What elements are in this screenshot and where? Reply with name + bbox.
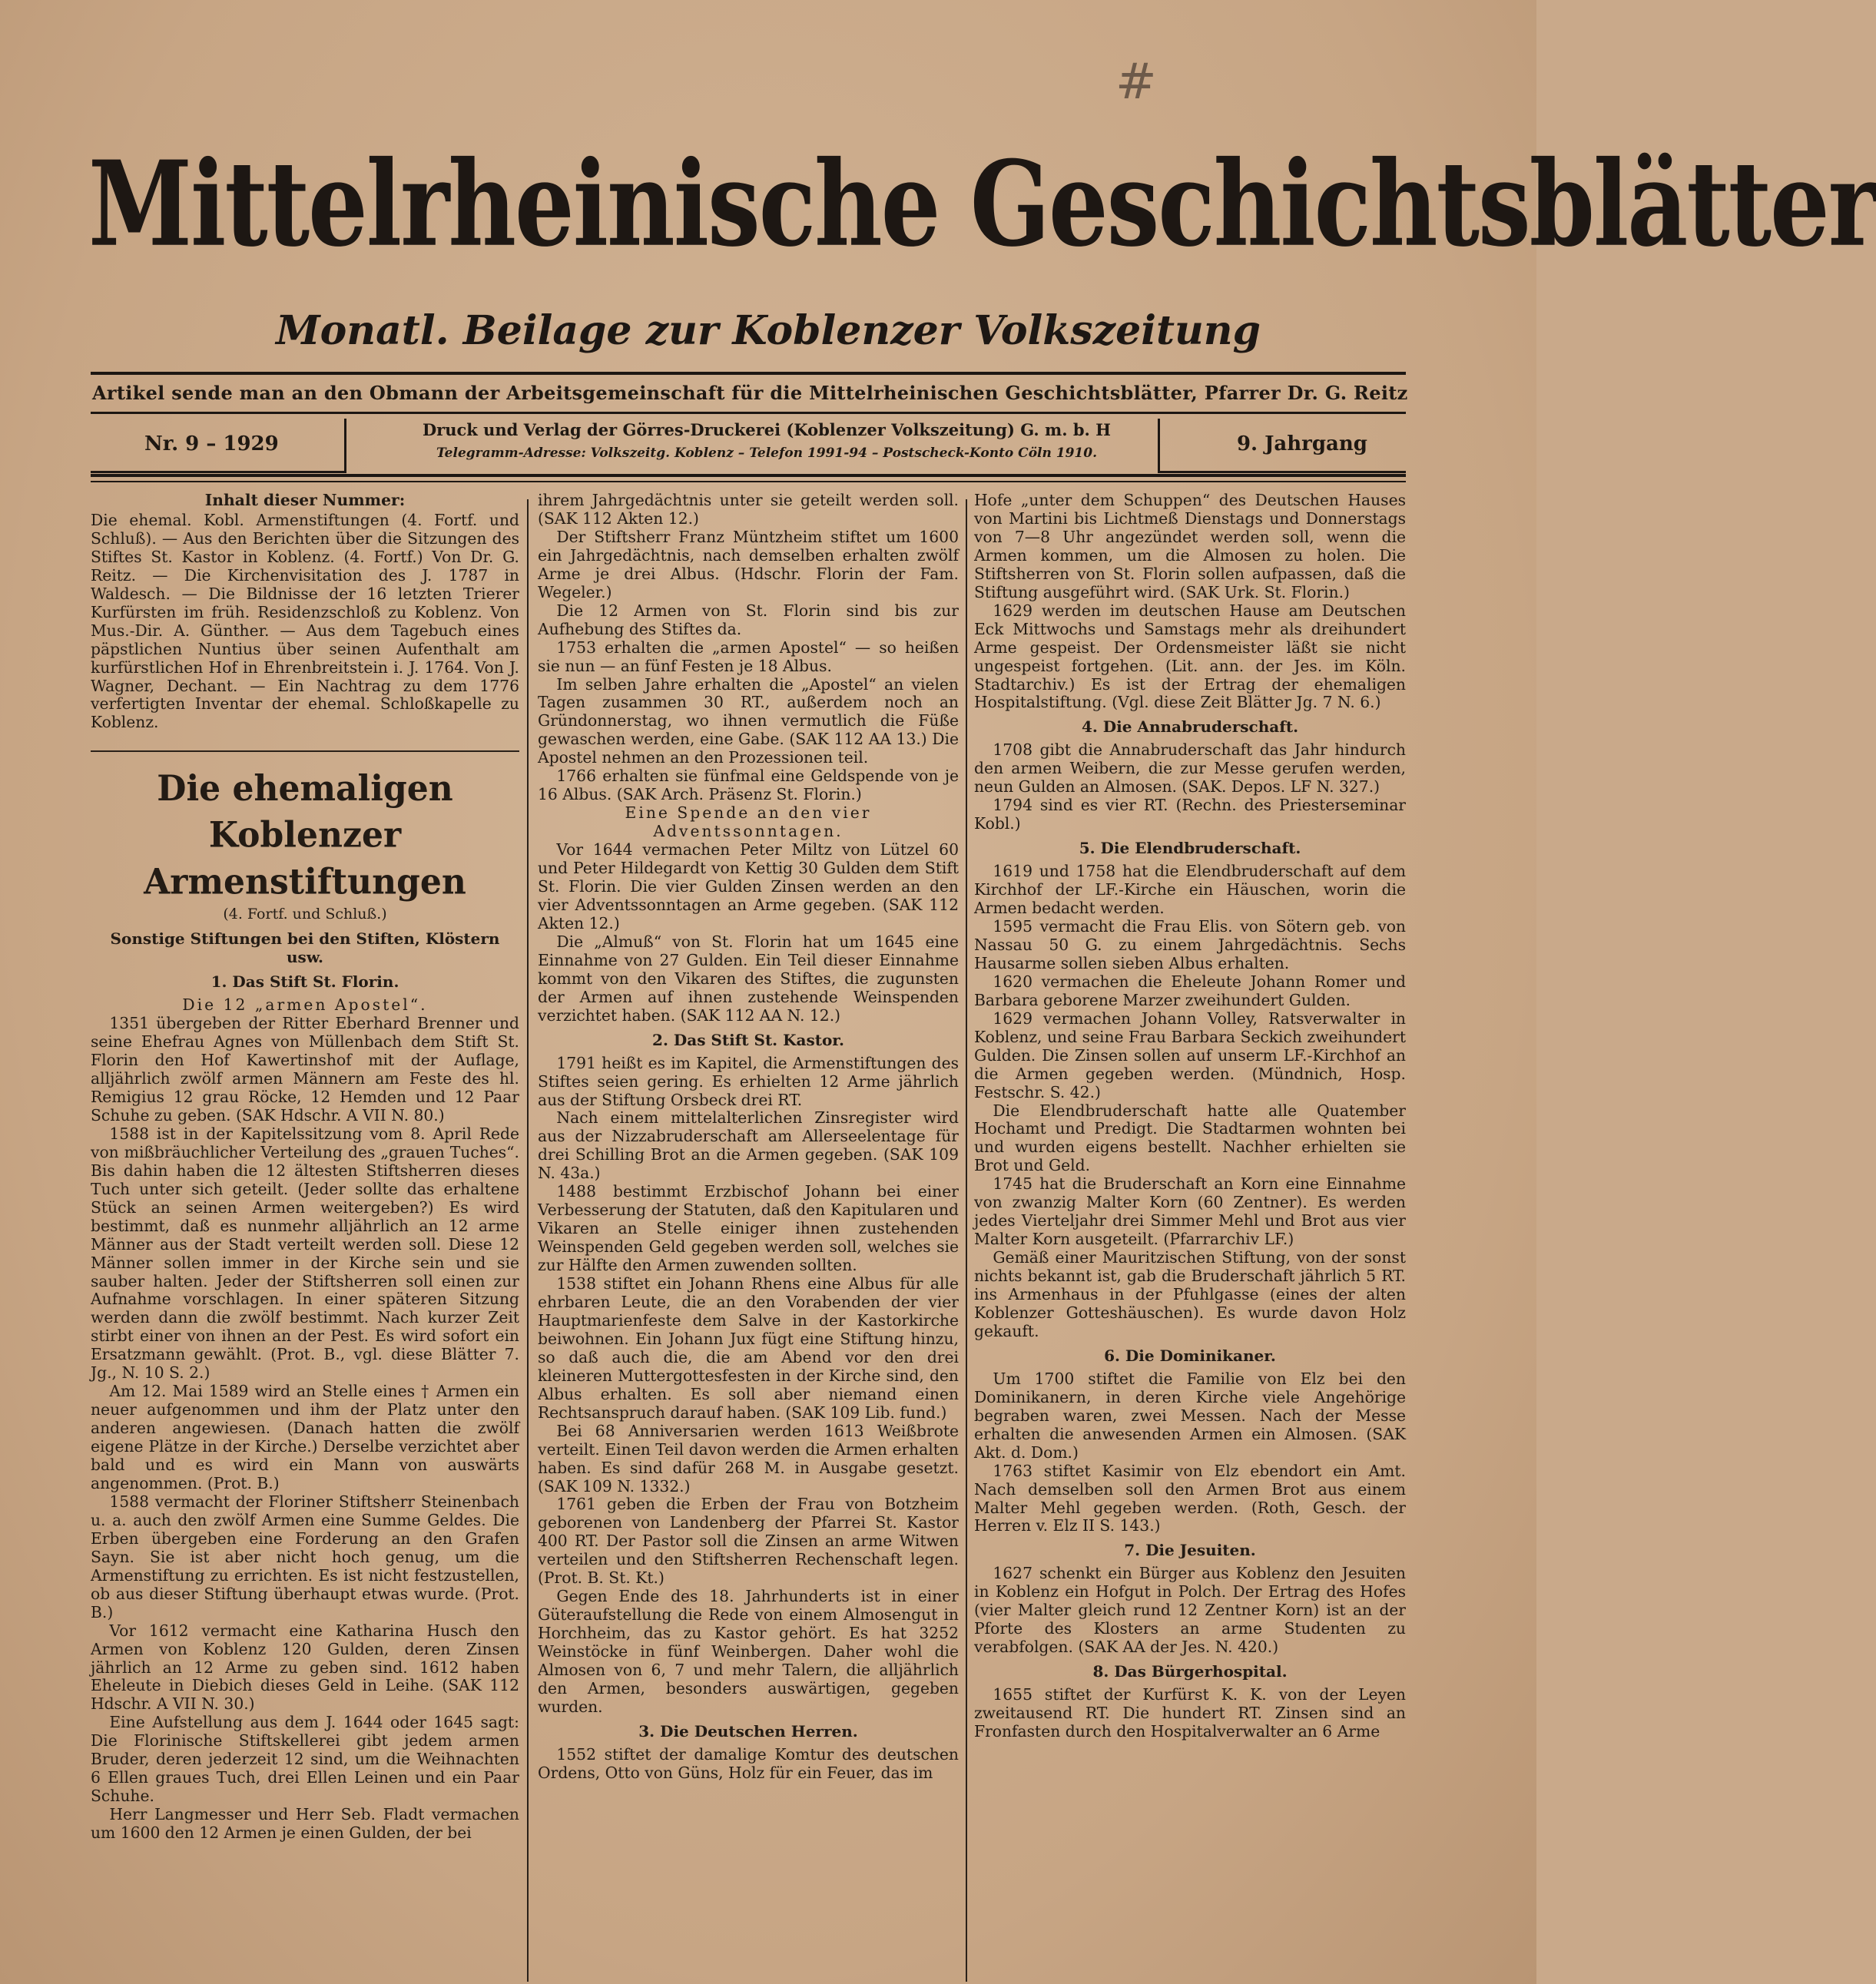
section-heading: 7. Die Jesuiten. — [1124, 1541, 1256, 1560]
paragraph: Herr Langmesser und Herr Seb. Fladt vermachen um 1600 den 12 Armen je einen Gulden, der bei — [91, 1805, 519, 1843]
spaced-subheading: Die 12 „armen Apostel“. — [182, 995, 428, 1015]
paragraph-continued: Hofe „unter dem Schuppen“ des Deutschen Hauses von Martini bis Lichtmeß Dienstags und Donnerstags von 7—8 Uhr angezündet werden soll, wenn die Armen kommen, um die Almosen zu holen. Die Stiftsherren von St. Florin sollen aufpassen, daß die Stiftung ausgeführt wird. (SAK Urk. St. Florin.) — [974, 491, 1406, 601]
section-heading: 8. Das Bürgerhospital. — [1092, 1662, 1288, 1681]
column-2 — [538, 492, 959, 1783]
paragraph: 1627 schenkt ein Bürger aus Koblenz den Jesuiten in Koblenz ein Hofgut in Polch. Der Ertrag des Hofes (vier Malter gleich rund 12 Zentner Korn) ist an der Pforte des Klosters an arme Studenten zu verabfolgen. (SAK AA der Jes. N. 420.) — [974, 1564, 1406, 1657]
paragraph: Der Stiftsherr Franz Müntzheim stiftet um 1600 ein Jahrgedächtnis, nach demselben erhalten zwölf Arme je drei Albus. (Hdschr. Florin der Fam. Wegeler.) — [538, 527, 959, 601]
paragraph: Am 12. Mai 1589 wird an Stelle eines † Armen ein neuer aufgenommen und ihm der Platz unter den anderen angewiesen. (Danach hatten die zwölf eigene Plätze in der Kirche.) Derselbe verzichtet aber bald und es wird ein Mann von auswärts angenommen. (Prot. B.) — [91, 1382, 519, 1492]
issue-info-bar — [91, 419, 1406, 474]
column-2-body — [538, 492, 959, 1783]
article-title-line2: Armenstiftungen — [144, 861, 466, 903]
column-3 — [974, 492, 1406, 1741]
paragraph: 1794 sind es vier RT. (Rechn. des Priesterseminar Kobl.) — [974, 796, 1406, 833]
paragraph: 1655 stiftet der Kurfürst K. K. von der Leyen zweitausend RT. Die hundert RT. Zinsen sind an Fronfasten durch den Hospitalverwalter an 6 Arme — [974, 1685, 1406, 1741]
printer-line: Druck und Verlag der Görres-Druckerei (Koblenzer Volkszeitung) G. m. b. H — [422, 420, 1112, 439]
paragraph: 1763 stiftet Kasimir von Elz ebendort ein Amt. Nach demselben soll den Armen Brot aus einem Malter Mehl gegeben werden. (Roth, Gesch. der Herren v. Elz II S. 143.) — [974, 1461, 1406, 1535]
section-heading: 1. Das Stift St. Florin. — [210, 972, 399, 992]
volume-box — [1158, 419, 1406, 473]
paragraph: 1588 vermacht der Floriner Stiftsherr Steinenbach u. a. auch den zwölf Armen eine Summe Geldes. Die Erben übergeben eine Forderung an den Grafen Sayn. Sie ist aber nicht hoch genug, um die Armenstiftung zu errichten. Es ist nicht festzustellen, ob aus dieser Stiftung überhaupt etwas wurde. (Prot. B.) — [91, 1492, 519, 1621]
article-title — [91, 766, 519, 906]
paragraph: Die Elendbruderschaft hatte alle Quatember Hochamt und Predigt. Die Stadtarmen wohnten bei und wurden eigens bestellt. Nachher erhielten sie Brot und Geld. — [974, 1101, 1406, 1175]
rule-top — [91, 372, 1406, 375]
paragraph: Die „Almuß“ von St. Florin hat um 1645 eine Einnahme von 27 Gulden. Ein Teil dieser Einnahme kommt von den Vikaren des Stiftes, die zugunsten der Armen auf ihnen zustehende Weinspenden verzichtet haben. (SAK 112 AA N. 12.) — [538, 932, 959, 1025]
issue-box — [91, 419, 346, 473]
article-subheading: Sonstige Stiftungen bei den Stiften, Klöstern usw. — [110, 929, 500, 967]
paragraph: 1761 geben die Erben der Frau von Botzheim geborenen von Landenberg der Pfarrei St. Kastor 400 RT. Der Pastor soll die Zinsen an arme Witwen verteilen und den Stiftsherren Rechenschaft legen. (Prot. B. St. Kt.) — [538, 1495, 959, 1588]
paragraph: 1351 übergeben der Ritter Eberhard Brenner und seine Ehefrau Agnes von Müllenbach dem Stift St. Florin den Hof Kawertinshof mit der Auflage, alljährlich zwölf armen Männern am Feste des hl. Remigius 12 grau Röcke, 12 Hemden und 12 Paar Schuhe zu geben. (SAK Hdschr. A VII N. 80.) — [91, 1014, 519, 1124]
article-title-line1: Die ehemaligen Koblenzer — [157, 768, 453, 856]
paragraph: 1791 heißt es im Kapitel, die Armenstiftungen des Stiftes seien gering. Es erhielten 12 Arme jährlich aus der Stiftung Orsbeck drei RT. — [538, 1053, 959, 1109]
paragraph: Gegen Ende des 18. Jahrhunderts ist in einer Güteraufstellung die Rede von einem Almosengut in Horchheim, das zu Kastor gehört. Es hat 3252 Weinstöcke in fünf Weinbergen. Daher wohl die Almosen von 6, 7 und mehr Talern, die alljährlich den Armen, besonders auswärtigen, gegeben wurden. — [538, 1587, 959, 1716]
issue-number: Nr. 9 – 1929 — [144, 432, 279, 455]
rule-bottom-thin — [91, 481, 1406, 482]
paragraph: Eine Aufstellung aus dem J. 1644 oder 1645 sagt: Die Florinische Stiftskellerei gibt jedem armen Bruder, deren jederzeit 12 sind, um die Weihnachten 6 Ellen graues Tuch, drei Ellen Leinen und ein Paar Schuhe. — [91, 1713, 519, 1806]
contents-separator — [91, 750, 519, 752]
printer-info — [398, 419, 1135, 465]
column-3-body — [974, 492, 1406, 1741]
paragraph: 1595 vermacht die Frau Elis. von Sötern geb. von Nassau 50 G. zu einem Jahrgedächtnis. Sechs Hausarme sollen sieben Albus erhalten. — [974, 916, 1406, 972]
paragraph: 1538 stiftet ein Johann Rhens eine Albus für alle ehrbaren Leute, die an den Vorabenden der vier Hauptmarienfeste dem Salve in der Kastorkirche beiwohnen. Ein Johann Jux fügt eine Stiftung hinzu, so daß auch die, die am Abend vor den drei kleineren Muttergottesfesten in der Kirche sind, den Albus erhalten. Es soll aber niemand einen Rechtsanspruch darauf haben. (SAK 109 Lib. fund.) — [538, 1274, 959, 1422]
paragraph: 1488 bestimmt Erzbischof Johann bei einer Verbesserung der Statuten, daß den Kapitularen und Vikaren an Stelle einiger ihnen zustehenden Weinspenden Geld gegeben werden soll, welches sie zur Hälfte den Armen zuwenden sollten. — [538, 1182, 959, 1275]
paragraph: Im selben Jahre erhalten die „Apostel“ an vielen Tagen zusammen 30 RT., außerdem noch an Gründonnerstag, wo ihnen vermutlich die Füße gewaschen werden, eine Gabe. (SAK 112 AA 13.) Die Apostel nehmen an den Prozessionen teil. — [538, 674, 959, 767]
section-heading: 6. Die Dominikaner. — [1104, 1346, 1276, 1365]
contents-title: Inhalt dieser Nummer: — [204, 491, 406, 509]
paragraph: Die 12 Armen von St. Florin sind bis zur Aufhebung des Stiftes da. — [538, 601, 959, 638]
paragraph: Vor 1644 vermachen Peter Miltz von Lützel 60 und Peter Hildegardt von Kettig 30 Gulden dem Stift St. Florin. Die vier Gulden Zinsen werden an den vier Adventssonntagen an Arme gegeben. (SAK 112 Akten 12.) — [538, 840, 959, 932]
paragraph: 1766 erhalten sie fünfmal eine Geldspende von je 16 Albus. (SAK Arch. Präsenz St. Florin.) — [538, 767, 959, 804]
column-divider-2 — [966, 499, 967, 1982]
contents-text: Die ehemal. Kobl. Armenstiftungen (4. Fortf. und Schluß). — Aus den Berichten über die Sitzungen des Stiftes St. Kastor in Koblenz. (4. Fortf.) Von Dr. G. Reitz. — Die Kirchenvisitation des J. 1787 in Waldesch. — Die Bildnisse der 16 letzten Trierer Kurfürsten im früh. Residenzschloß zu Koblenz. Von Mus.-Dir. A. Günther. — Aus dem Tagebuch eines päpstlichen Nuntius über seinen Aufenthalt am kurfürstlichen Hof in Ehrenbreitstein i. J. 1764. Von J. Wagner, Dechant. — Ein Nachtrag zu dem 1776 verfertigten Inventar der ehemal. Schloßkapelle zu Koblenz. — [91, 510, 519, 732]
paragraph: 1753 erhalten die „armen Apostel“ — so heißen sie nun — an fünf Festen je 18 Albus. — [538, 638, 959, 675]
rule-bottom — [91, 474, 1406, 477]
paragraph: Bei 68 Anniversarien werden 1613 Weißbrote verteilt. Einen Teil davon werden die Armen erhalten haben. Es sind dafür 268 M. in Ausgabe gesetzt. (SAK 109 N. 1332.) — [538, 1421, 959, 1495]
paragraph: 1588 ist in der Kapitelssitzung vom 8. April Rede von mißbräuchlicher Verteilung des „grauen Tuches“. Bis dahin haben die 12 ältesten Stiftsherren dieses Tuch unter sich geteilt. (Jeder sollte das erhaltene Stück an seinen Armen weitergeben?) Es wird bestimmt, daß es nunmehr alljährlich an 12 arme Männer aus der Stadt verteilt werden soll. Diese 12 Männer sollen immer in der Kirche sein und sie sauber halten. Jeder der Stiftsherren soll einen zur Aufnahme vorschlagen. In einer späteren Sitzung werden dann die zwölf bestimmt. Nach kurzer Zeit stirbt einer von ihnen an der Pest. Es wird sofort ein Ersatzmann gewählt. (Prot. B., vgl. diese Blätter 7. Jg., N. 10 S. 2.) — [91, 1124, 519, 1383]
section-heading: 5. Die Elendbruderschaft. — [1079, 839, 1301, 858]
section-heading: 2. Das Stift St. Kastor. — [652, 1030, 844, 1049]
paragraph: Vor 1612 vermacht eine Katharina Husch den Armen von Koblenz 120 Gulden, deren Zinsen jährlich an 12 Arme zu geben sind. 1612 haben Eheleute in Diebich dieses Geld in Leihe. (SAK 112 Hdschr. A VII N. 30.) — [91, 1621, 519, 1714]
paragraph: Gemäß einer Mauritzischen Stiftung, von der sonst nichts bekannt ist, gab die Bruderschaft jährlich 5 RT. ins Armenhaus in der Pfuhlgasse (eines der alten Koblenzer Gotteshäuschen). Es wurde davon Holz gekauft. — [974, 1248, 1406, 1340]
paragraph: 1708 gibt die Annabruderschaft das Jahr hindurch den armen Weibern, die zur Messe gerufen werden, neun Gulden an Almosen. (SAK. Depos. LF N. 327.) — [974, 740, 1406, 797]
paragraph: 1619 und 1758 hat die Elendbruderschaft auf dem Kirchhof der LF.-Kirche ein Häuschen, worin die Armen bedacht werden. — [974, 862, 1406, 918]
volume-number: 9. Jahrgang — [1236, 432, 1367, 455]
section-heading: 4. Die Annabruderschaft. — [1081, 717, 1299, 737]
column-1-body — [91, 973, 519, 1843]
section-heading: 3. Die Deutschen Herren. — [638, 1721, 858, 1741]
handwritten-hash-mark: # — [1115, 54, 1157, 111]
paragraph: 1629 vermachen Johann Volley, Ratsverwalter in Koblenz, und seine Frau Barbara Seckich zweihundert Gulden. Die Zinsen sollen auf unserm LF.-Kirchhof an die Armen gegeben werden. (Mündnich, Hosp. Festschr. S. 42.) — [974, 1009, 1406, 1101]
rule-middle — [91, 412, 1406, 414]
paragraph: 1629 werden im deutschen Hause am Deutschen Eck Mittwochs und Samstags mehr als dreihundert Arme gespeist. Der Ordensmeister läßt sie nicht ungespeist fortgehen. (Lit. ann. der Jes. im Köln. Stadtarchiv.) Es ist der Ertrag der ehemaligen Hospitalstiftung. (Vgl. diese Zeit Blätter Jg. 7 N. 6.) — [974, 601, 1406, 712]
paragraph: Nach einem mittelalterlichen Zinsregister wird aus der Nizzabruderschaft am Allerseelentage für drei Schilling Brot an die Armen gegeben. (SAK 109 N. 43a.) — [538, 1108, 959, 1183]
paragraph: Um 1700 stiftet die Familie von Elz bei den Dominikanern, in deren Kirche viele Angehörige begraben waren, zwei Messen. Nach der Messe erhalten die anwesenden Armen ein Almosen. (SAK Akt. d. Dom.) — [974, 1369, 1406, 1462]
paragraph: 1745 hat die Bruderschaft an Korn eine Einnahme von zwanzig Malter Korn (60 Zentner). Es werden jedes Vierteljahr drei Simmer Mehl und Brot aus vier Malter Korn ausgeteilt. (Pfarrarchiv LF.) — [974, 1174, 1406, 1249]
masthead-subtitle: Monatl. Beilage zur Koblenzer Volkszeitung — [276, 307, 1261, 354]
spaced-subheading: Eine Spende an den vier Adventssonntagen. — [625, 803, 872, 841]
column-divider-1 — [527, 499, 529, 1982]
paragraph-continued: ihrem Jahrgedächtnis unter sie geteilt werden soll. (SAK 112 Akten 12.) — [538, 491, 959, 528]
telegram-line: Telegramm-Adresse: Volkszeitg. Koblenz – Telefon 1991-94 – Postscheck-Konto Cöln 1910. — [436, 445, 1098, 461]
article-continuation: (4. Fortf. und Schluß.) — [223, 906, 387, 923]
masthead-title: Mittelrheinische Geschichtsblätter — [88, 134, 1876, 273]
editor-address-line: Artikel sende man an den Obmann der Arbeitsgemeinschaft für die Mittelrheinischen Geschichtsblätter, Pfarrer Dr. G. Reitz — [92, 382, 1408, 404]
paragraph: 1552 stiftet der damalige Komtur des deutschen Ordens, Otto von Güns, Holz für ein Feuer, das im — [538, 1744, 959, 1782]
paragraph: 1620 vermachen die Eheleute Johann Romer und Barbara geborene Marzer zweihundert Gulden. — [974, 972, 1406, 1009]
column-1 — [91, 492, 519, 1843]
